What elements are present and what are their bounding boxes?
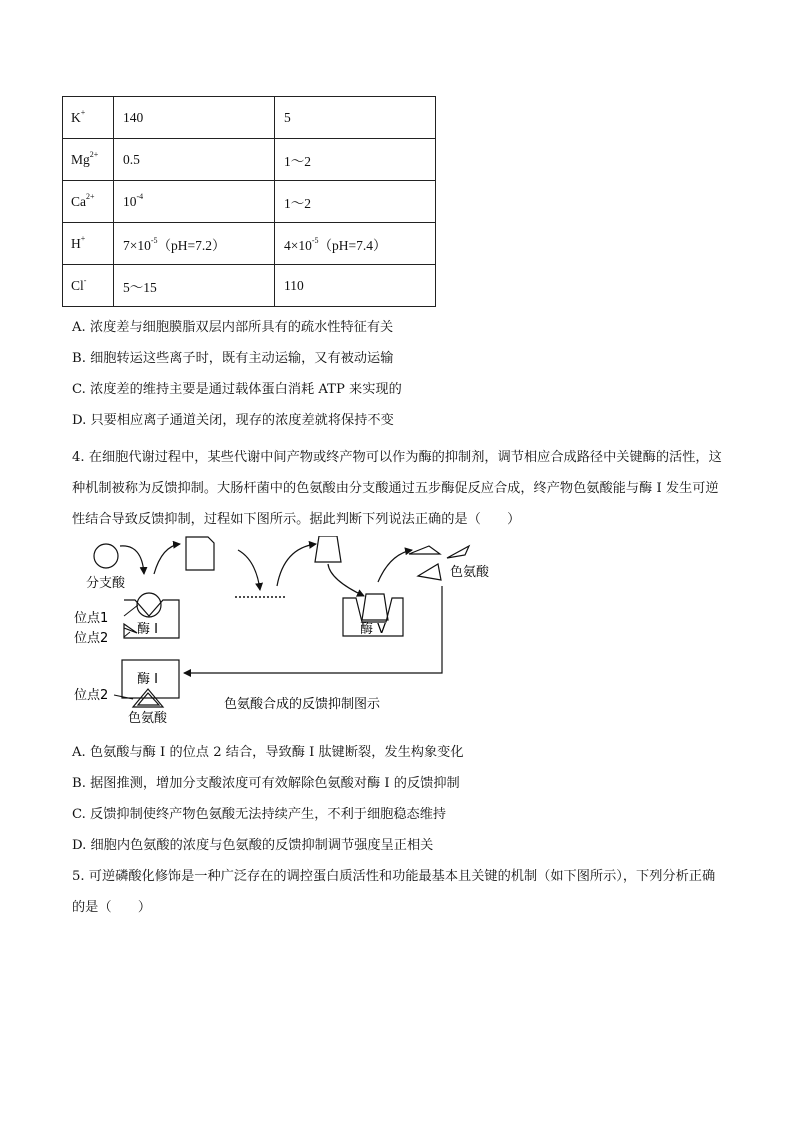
- intermediate-product-icon: [186, 537, 214, 570]
- q3-option-b: B. 细胞转运这些离子时，既有主动运输，又有被动运输: [72, 351, 394, 366]
- outside-concentration-cell: $4\times 10^{-5}(pH=7.4)$: [275, 223, 436, 265]
- q3-option-c: C. 浓度差的维持主要是通过载体蛋白消耗 ATP 来实现的: [72, 382, 402, 397]
- figure-caption: 色氨酸合成的反馈抑制图示: [224, 697, 381, 712]
- outside-concentration-cell: 110: [275, 265, 436, 307]
- tryptophan-label-top: 色氨酸: [450, 565, 490, 580]
- table-row: [63, 181, 436, 223]
- substrate-icon: [315, 536, 341, 562]
- arrow-to-enzyme-v: [328, 564, 364, 596]
- q4-option-b: B. 据图推测，增加分支酸浓度可有效解除色氨酸对酶 I 的反馈抑制: [72, 776, 460, 791]
- arrow-to-tryptophan: [378, 550, 412, 582]
- bound-substrate-icon: [362, 594, 388, 620]
- table-row: [63, 223, 436, 265]
- feedback-inhibition-figure: [60, 536, 510, 731]
- ion-cell: H+: [63, 223, 114, 265]
- ion-cell: K+: [63, 97, 114, 139]
- site1-pointer: [124, 605, 138, 616]
- outside-concentration-cell: 1～2: [275, 181, 436, 223]
- bound-chorismate-icon: [137, 593, 161, 617]
- ion-cell: Cl-: [63, 265, 114, 307]
- q4-option-d: D. 细胞内色氨酸的浓度与色氨酸的反馈抑制调节强度呈正相关: [72, 838, 434, 853]
- outside-concentration-cell: 5: [275, 97, 436, 139]
- inside-concentration-cell: 140: [114, 97, 275, 139]
- inside-concentration-cell: $10^{-4}$: [114, 181, 275, 223]
- site1-label: 位点1: [74, 611, 109, 626]
- outside-concentration-cell: 1～2: [275, 139, 436, 181]
- tryptophan-molecule-icon: [418, 564, 441, 580]
- arrow-to-intermediate: [154, 544, 180, 574]
- q4-option-c: C. 反馈抑制使终产物色氨酸无法持续产生，不利于细胞稳态维持: [72, 807, 447, 822]
- inside-concentration-cell: 0.5: [114, 139, 275, 181]
- enzyme-v-label: 酶 V: [360, 622, 387, 637]
- q3-option-a: A. 浓度差与细胞膜脂双层内部所具有的疏水性特征有关: [72, 320, 394, 335]
- ion-cell: $Mg^{2+}$: [63, 139, 114, 181]
- chorismate-label: 分支酸: [86, 576, 126, 591]
- table-row: [63, 97, 436, 139]
- q3-option-d: D. 只要相应离子通道关闭，现存的浓度差就将保持不变: [72, 413, 394, 428]
- q5-stem: 5. 可逆磷酸化修饰是一种广泛存在的调控蛋白质活性和功能最基本且关键的机制（如下图所示），下列分析正确的是（ ）: [72, 869, 716, 915]
- tryptophan-molecule-icon: [447, 546, 469, 558]
- q4-stem: 4. 在细胞代谢过程中，某些代谢中间产物或终产物可以作为酶的抑制剂，调节相应合成路径中关键酶的活性，这种机制被称为反馈抑制。大肠杆菌中的色氨酸由分支酸通过五步酶促反应合成，终产物色氨酸能与酶 I 发生可逆性结合导致反馈抑制，过程如下图所示。据此判断下列说法正确的是（ ）: [72, 450, 722, 527]
- arrow-to-steps: [238, 550, 260, 590]
- q4-option-a: A. 色氨酸与酶 I 的位点 2 结合，导致酶 I 肽键断裂，发生构象变化: [72, 745, 464, 760]
- ion-concentration-table: [62, 96, 436, 307]
- tryptophan-molecule-icon: [409, 546, 440, 554]
- arrow-to-substrate: [277, 544, 316, 586]
- chorismate-molecule-icon: [94, 544, 118, 568]
- site2-label-top: 位点2: [74, 631, 109, 646]
- inside-concentration-cell: $7\times 10^{-5}(pH=7.2)$: [114, 223, 275, 265]
- enzyme-i-label-top: 酶 I: [137, 622, 158, 637]
- site2-label-bottom: 位点2: [74, 688, 109, 703]
- enzyme-i-label-bottom: 酶 I: [137, 672, 158, 687]
- inside-concentration-cell: 5～15: [114, 265, 275, 307]
- ion-cell: $Ca^{2+}$: [63, 181, 114, 223]
- table-row: [63, 139, 436, 181]
- site2-pointer: [124, 632, 130, 637]
- tryptophan-label-bottom: 色氨酸: [128, 711, 168, 726]
- table-row: [63, 265, 436, 307]
- arrow-chorismate-to-enzyme: [120, 546, 144, 574]
